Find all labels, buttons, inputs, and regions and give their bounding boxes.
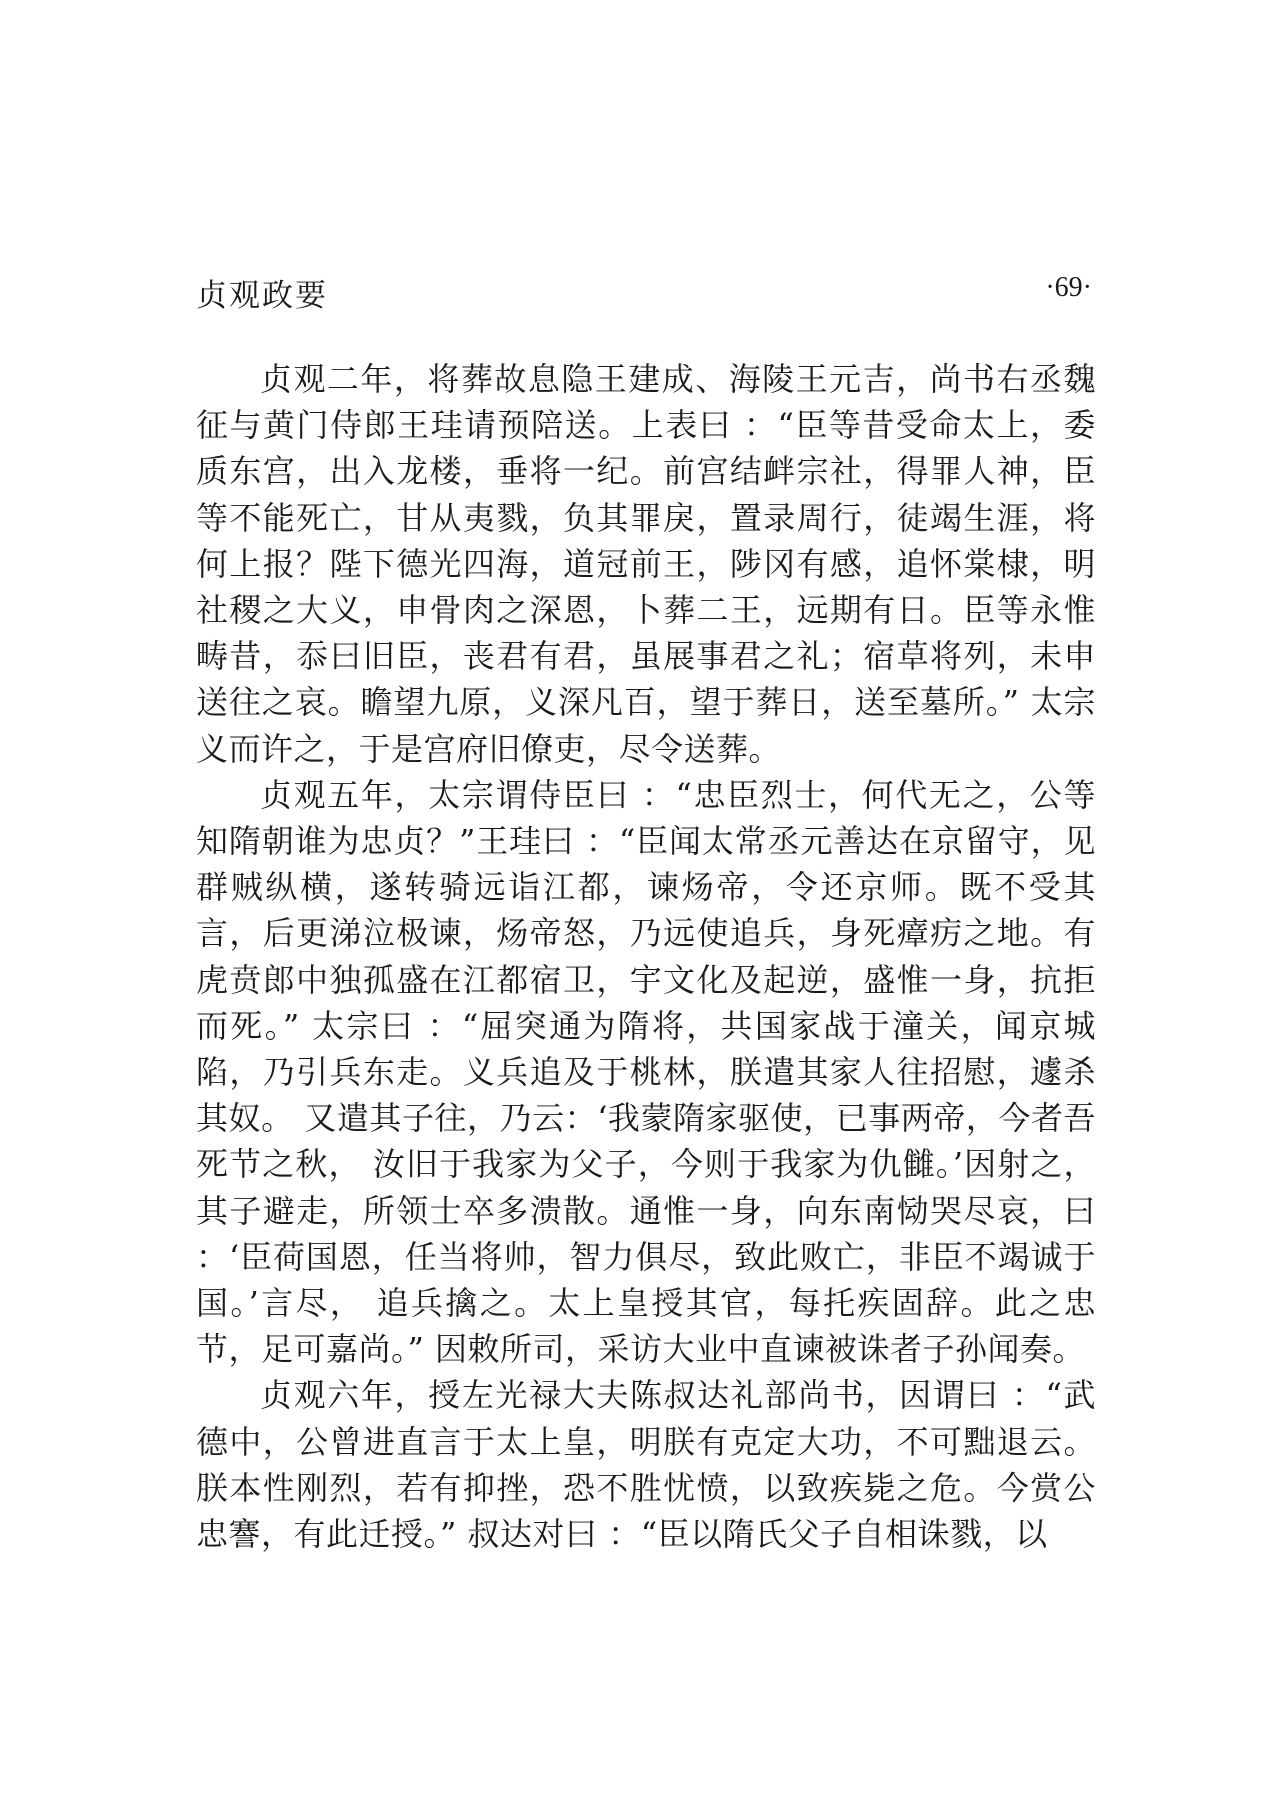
book-title: 贞观政要 xyxy=(196,278,328,314)
running-header xyxy=(196,270,1096,314)
paragraph-zhenguan-2: 贞观二年，将葬故息隐王建成、海陵王元吉，尚书右丞魏征与黄门侍郎王珪请预陪送。上表曰 ：“臣等昔受命太上，委质东宫，出入龙楼，垂将一纪。前宫结衅宗社，得罪人神，臣等不能死亡，甘从夷戮，负其罪戾，置录周行，徒竭生涯，将何上报？陛下德光四海，道冠前王，陟冈有感，追怀棠棣，明社稷之大义，申骨肉之深恩，卜葬二王，远期有日。臣等永惟畴昔，忝曰旧臣，丧君有君，虽展事君之礼；宿草将列，未申送往之哀。瞻望九原，义深凡百，望于葬日，送至墓所。” 太宗义而许之，于是宫府旧僚吏，尽令送葬。 xyxy=(196,360,1096,768)
paragraph-zhenguan-6: 贞观六年，授左光禄大夫陈叔达礼部尚书，因谓曰 ：“武德中，公曾进直言于太上皇，明朕有克定大功，不可黜退云。朕本性刚烈，若有抑挫，恐不胜忧愤，以致疾毙之危。今赏公忠謇，有此迁授。” 叔达对曰 ：“臣以隋氏父子自相诛戮，以 xyxy=(196,1376,1096,1554)
page-number: ·69· xyxy=(1045,272,1092,303)
paragraph-zhenguan-5: 贞观五年，太宗谓侍臣曰 ：“忠臣烈士，何代无之，公等知隋朝谁为忠贞？”王珪曰 ：“臣闻太常丞元善达在京留守，见群贼纵横，遂转骑远诣江都，谏炀帝，令还京师。既不受其言，后更涕泣极谏，炀帝怒，乃远使追兵，身死瘴疠之地。有虎贲郎中独孤盛在江都宿卫，宇文化及起逆，盛惟一身，抗拒而死。” 太宗曰 ：“屈突通为隋将，共国家战于潼关，闻京城陷，乃引兵东走。义兵追及于桃林，朕遣其家人往招慰，遽杀其奴。 又遣其子往，乃云：‘我蒙隋家驱使，已事两帝，今者吾死节之秋， 汝旧于我家为父子，今则于我家为仇雠。’因射之，其子避走，所领士卒多溃散。通惟一身，向东南恸哭尽哀，曰 ：‘臣荷国恩，任当将帅，智力俱尽，致此败亡，非臣不竭诚于国。’言尽， 追兵擒之。太上皇授其官，每托疾固辞。此之忠节，足可嘉尚。” 因敕所司，采访大业中直谏被诛者子孙闻奏。 xyxy=(196,775,1096,1369)
body-text xyxy=(196,356,1096,1557)
book-page xyxy=(196,0,1096,1795)
